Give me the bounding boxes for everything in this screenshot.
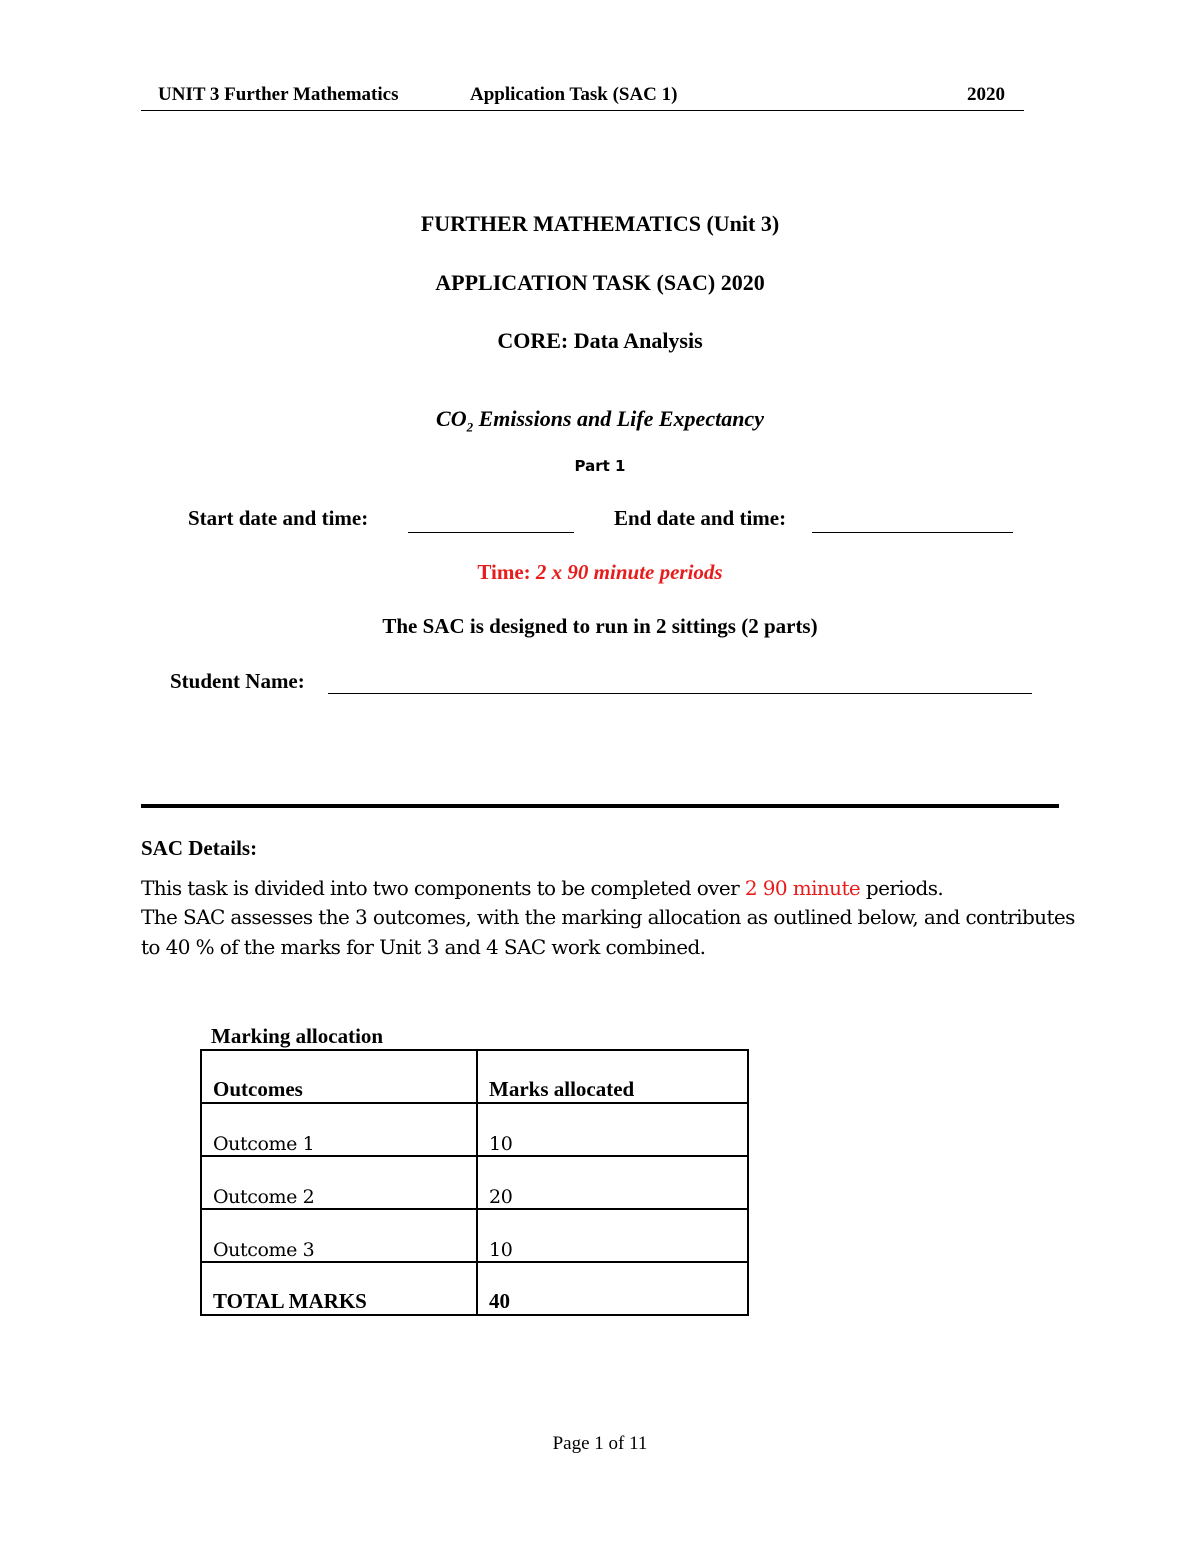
- header-year: 2020: [967, 84, 1005, 105]
- total-value-cell: 40: [477, 1262, 748, 1315]
- sac-details-heading: SAC Details:: [141, 836, 258, 860]
- table-caption: Marking allocation: [211, 1024, 384, 1048]
- start-date-blank[interactable]: [408, 532, 574, 533]
- table-row: [201, 1156, 748, 1209]
- marks-cell: 20: [477, 1156, 748, 1209]
- outcome-cell: Outcome 2: [201, 1156, 477, 1209]
- para1-after: periods.: [860, 876, 944, 900]
- topic-subscript: 2: [466, 419, 474, 435]
- section-divider: [141, 804, 1059, 808]
- core-title: CORE: Data Analysis: [497, 328, 703, 353]
- document-title: FURTHER MATHEMATICS (Unit 3): [420, 211, 780, 236]
- task-title: APPLICATION TASK (SAC) 2020: [435, 270, 765, 295]
- header-task: Application Task (SAC 1): [470, 84, 678, 105]
- details-paragraph-1: [141, 876, 943, 900]
- time-allowance: [0, 560, 1200, 585]
- part-label: Part 1: [574, 457, 626, 475]
- topic-suffix: Emissions and Life Expectancy: [473, 406, 764, 431]
- header-divider: [141, 110, 1024, 111]
- topic-prefix: CO: [436, 406, 467, 431]
- details-paragraph-2-line-1: The SAC assesses the 3 outcomes, with the marking allocation as outlined below, and contributes: [141, 905, 1075, 929]
- end-date-label: End date and time:: [614, 506, 787, 530]
- table-row: [201, 1103, 748, 1156]
- table-total-row: [201, 1262, 748, 1315]
- header-outcomes: Outcomes: [201, 1050, 477, 1103]
- topic-title: [0, 406, 1200, 435]
- marks-cell: 10: [477, 1103, 748, 1156]
- marking-allocation-table: [200, 1049, 749, 1316]
- header-marks: Marks allocated: [477, 1050, 748, 1103]
- outcome-cell: Outcome 1: [201, 1103, 477, 1156]
- para1-before: This task is divided into two components to be completed over: [141, 876, 745, 900]
- para1-highlight: 2 90 minute: [744, 876, 861, 900]
- page-number: Page 1 of 11: [552, 1433, 648, 1454]
- end-date-blank[interactable]: [812, 532, 1013, 533]
- header-course: UNIT 3 Further Mathematics: [158, 84, 399, 105]
- marks-cell: 10: [477, 1209, 748, 1262]
- table-row: [201, 1209, 748, 1262]
- details-paragraph-2-line-2: to 40 % of the marks for Unit 3 and 4 SAC work combined.: [141, 935, 706, 959]
- outcome-cell: Outcome 3: [201, 1209, 477, 1262]
- time-value: 2 x 90 minute periods: [535, 560, 723, 584]
- start-date-label: Start date and time:: [188, 506, 369, 530]
- student-name-label: Student Name:: [170, 669, 305, 693]
- sittings-note: The SAC is designed to run in 2 sittings (2 parts): [382, 614, 818, 638]
- total-label-cell: TOTAL MARKS: [201, 1262, 477, 1315]
- student-name-blank[interactable]: [328, 693, 1032, 694]
- time-label: Time:: [477, 560, 536, 584]
- table-header-row: [201, 1050, 748, 1103]
